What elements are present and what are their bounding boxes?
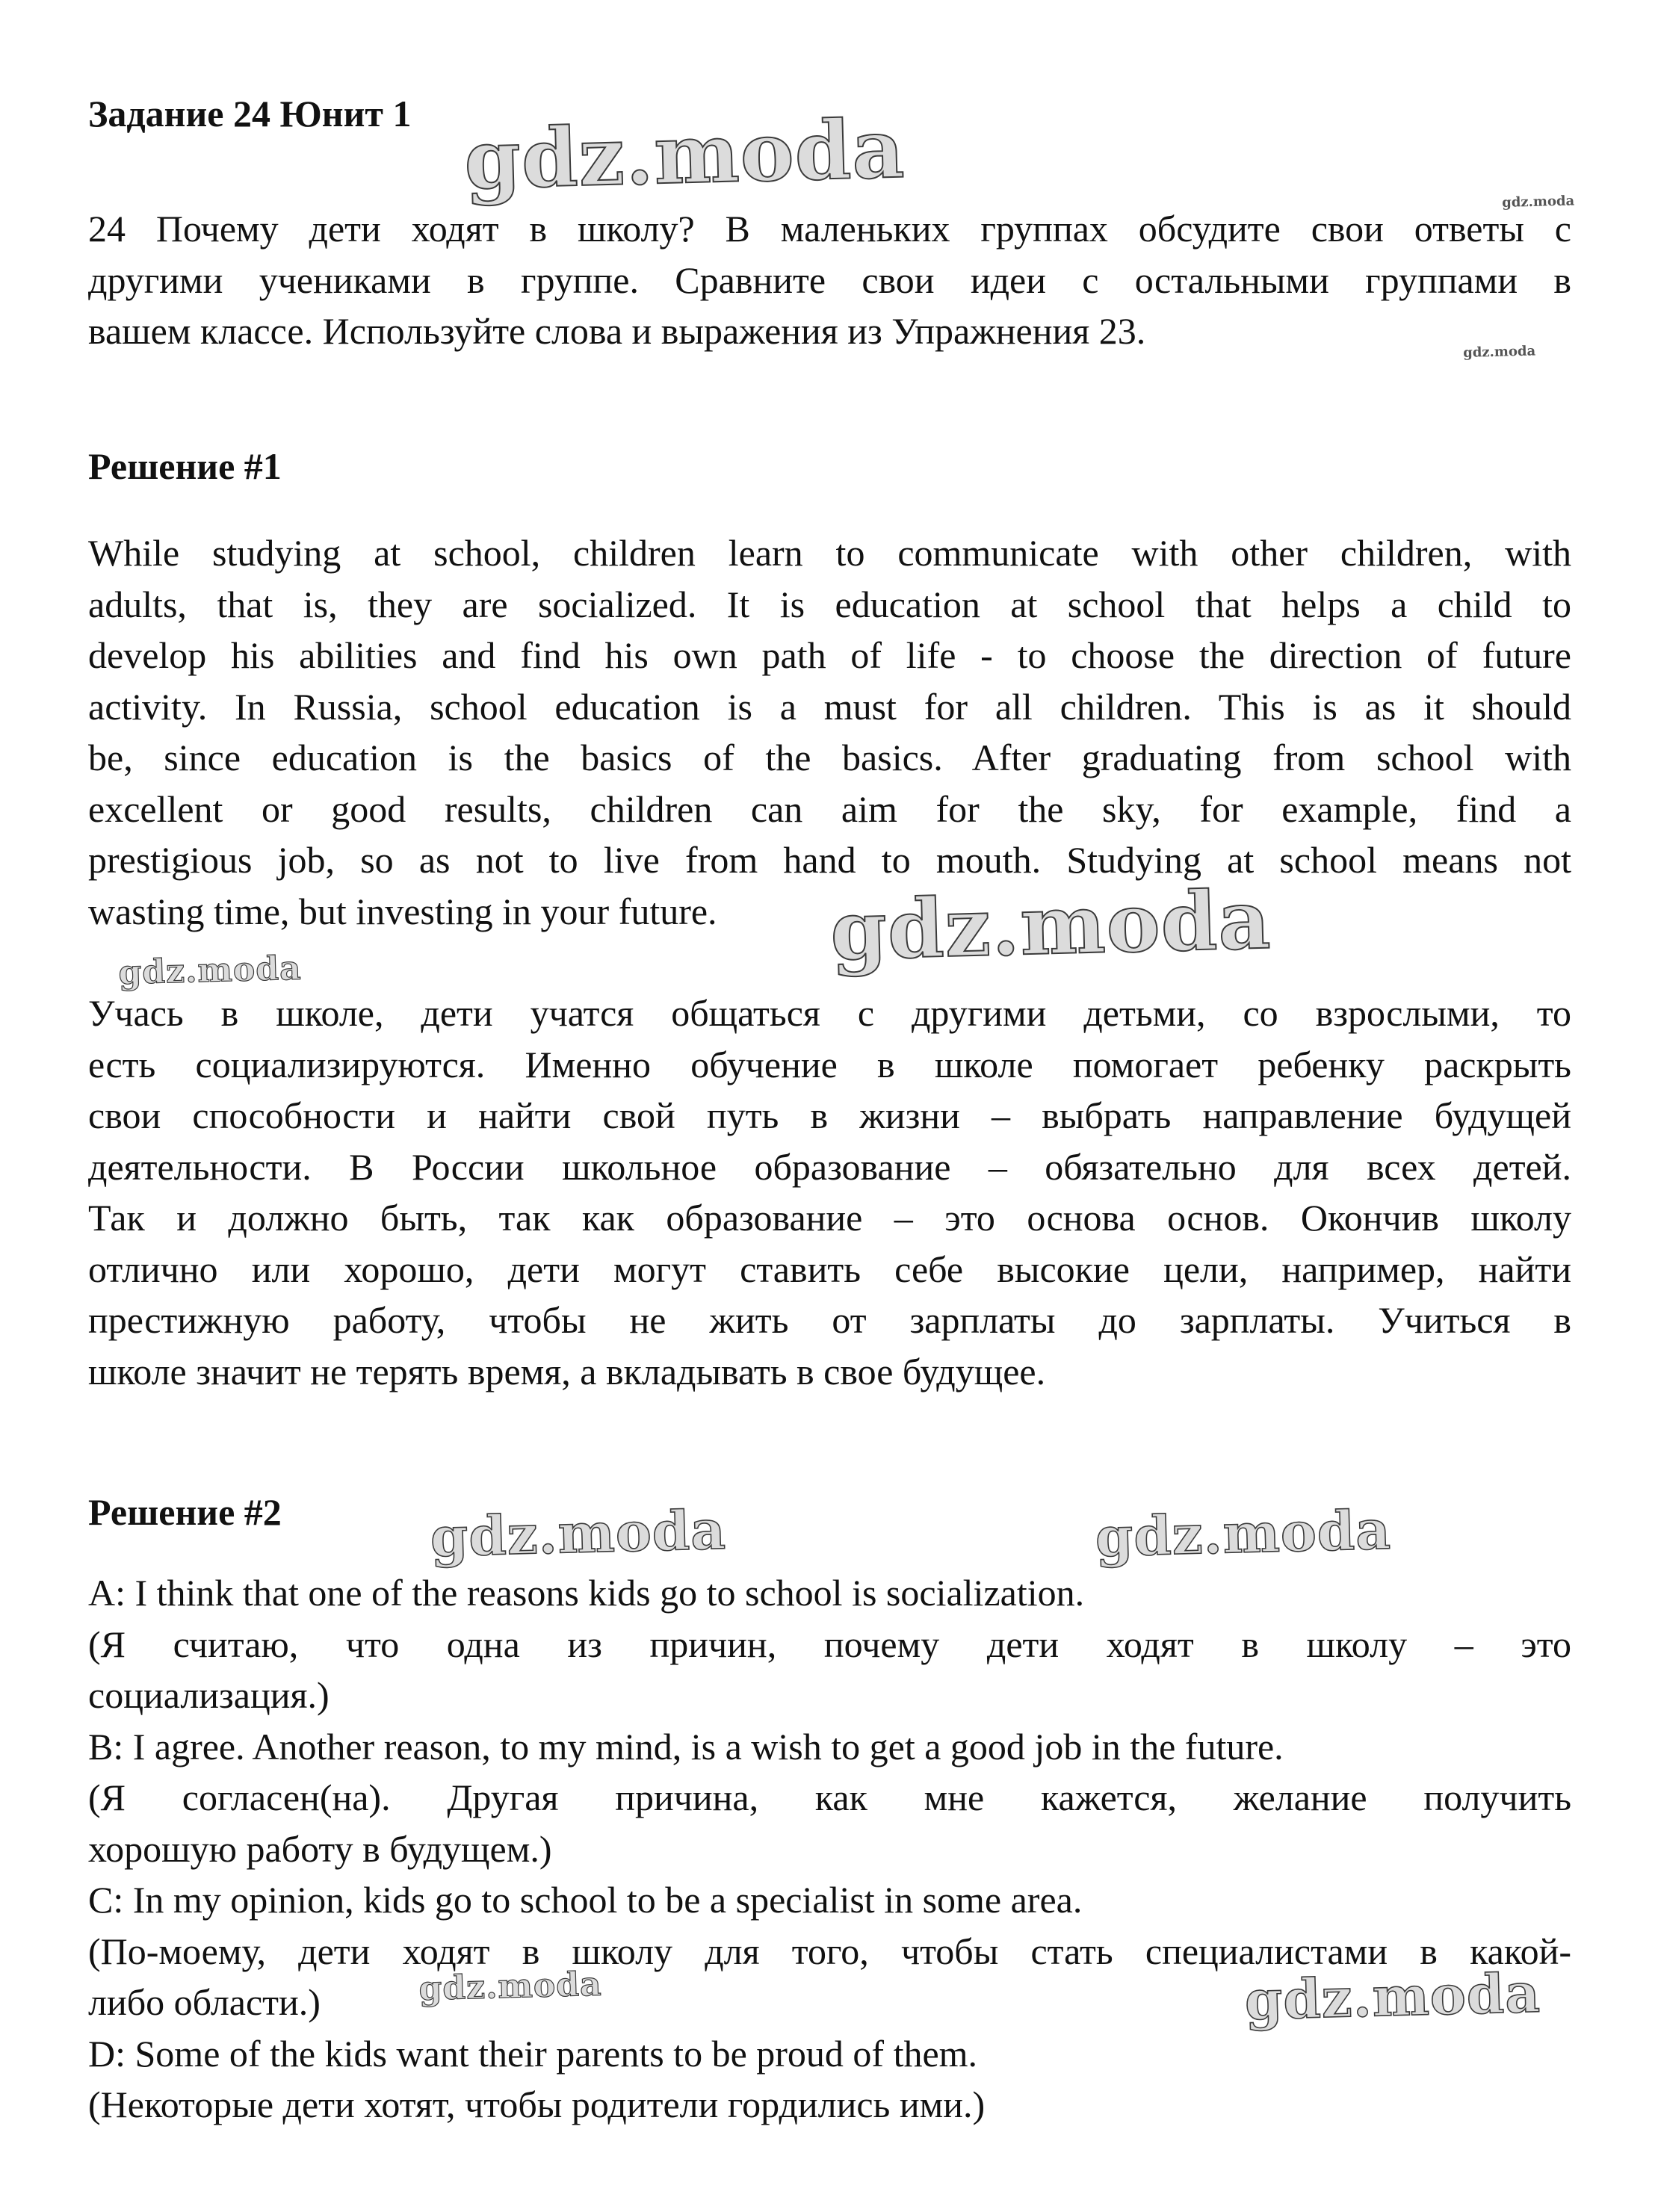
watermark-logo: gdz.moda xyxy=(117,949,303,992)
paragraph-line: prestigious job, so as not to live from hand to mouth. Studying at school means not xyxy=(88,839,1571,881)
dialogue-line: D: Some of the kids want their parents to be proud of them. xyxy=(88,2032,978,2075)
solution-2-dialogue xyxy=(88,1567,1571,2131)
dialogue-line: A: I think that one of the reasons kids go to school is socialization. xyxy=(88,1572,1085,1614)
paragraph-line: adults, that is, they are socialized. It is education at school that helps a child to xyxy=(88,583,1571,625)
paragraph-line: школе значит не терять время, а вкладывать в свое будущее. xyxy=(88,1350,1046,1392)
watermark-logo: gdz.moda xyxy=(418,1965,603,2008)
dialogue-line: хорошую работу в будущем.) xyxy=(88,1827,552,1870)
paragraph-line: деятельности. В России школьное образование – обязательно для всех детей. xyxy=(88,1145,1571,1188)
dialogue-line: (Я согласен(на). Другая причина, как мне кажется, желание получить xyxy=(88,1776,1571,1818)
paragraph-line: престижную работу, чтобы не жить от зарплаты до зарплаты. Учиться в xyxy=(88,1299,1571,1341)
watermark-logo: gdz.moda xyxy=(1501,193,1575,211)
watermark-logo: gdz.moda xyxy=(829,873,1272,979)
watermark-logo: gdz.moda xyxy=(429,1497,727,1569)
paragraph-line: Учась в школе, дети учатся общаться с другими детьми, со взрослыми, то xyxy=(88,992,1571,1034)
paragraph-line: be, since education is the basics of the basics. After graduating from school with xyxy=(88,737,1571,778)
paragraph-line: свои способности и найти свой путь в жизни – выбрать направление будущей xyxy=(88,1094,1571,1136)
paragraph-line: develop his abilities and find his own path of life - to choose the direction of future xyxy=(88,634,1571,676)
solution-1-russian xyxy=(88,988,1571,1397)
dialogue-line: (Я считаю, что одна из причин, почему дети ходят в школу – это xyxy=(88,1623,1571,1665)
watermark-logo: gdz.moda xyxy=(1243,1960,1541,2032)
dialogue-line: (По-моему, дети ходят в школу для того, чтобы стать специалистами в какой- xyxy=(88,1930,1571,1972)
dialogue-line: B: I agree. Another reason, to my mind, is a wish to get a good job in the future. xyxy=(88,1725,1284,1768)
dialogue-line: (Некоторые дети хотят, чтобы родители гордились ими.) xyxy=(88,2084,986,2125)
task-text xyxy=(88,203,1571,357)
task-text-line: вашем классе. Используйте слова и выражения из Упражнения 23. xyxy=(88,310,1146,352)
task-text-line: 24 Почему дети ходят в школу? В маленьких группах обсудите свои ответы с xyxy=(88,208,1571,250)
dialogue-line: социализация.) xyxy=(88,1674,330,1716)
paragraph-line: excellent or good results, children can aim for the sky, for example, find a xyxy=(88,787,1571,830)
solution-1-english xyxy=(88,527,1571,937)
watermark-logo: gdz.moda xyxy=(463,102,906,208)
task-text-line: другими учениками в группе. Сравните свои идеи с остальными группами в xyxy=(88,258,1571,301)
dialogue-line: либо области.) xyxy=(88,1981,321,2023)
paragraph-line: есть социализируются. Именно обучение в школе помогает ребенку раскрыть xyxy=(88,1043,1571,1085)
watermark-logo: gdz.moda xyxy=(1462,343,1536,361)
watermark-logo: gdz.moda xyxy=(1094,1497,1392,1569)
page-title: Задание 24 Юнит 1 xyxy=(88,93,412,134)
dialogue-line: C: In my opinion, kids go to school to be a specialist in some area. xyxy=(88,1879,1083,1921)
paragraph-line: Так и должно быть, так как образование – это основа основ. Окончив школу xyxy=(88,1197,1571,1239)
paragraph-line: отлично или хорошо, дети могут ставить себе высокие цели, например, найти xyxy=(88,1248,1571,1290)
paragraph-line: wasting time, but investing in your future. xyxy=(88,890,717,932)
paragraph-line: activity. In Russia, school education is a must for all children. This is as it should xyxy=(88,685,1571,728)
solution-2-heading: Решение #2 xyxy=(88,1491,282,1533)
paragraph-line: While studying at school, children learn to communicate with other children, with xyxy=(88,532,1571,574)
solution-1-heading: Решение #1 xyxy=(88,445,282,487)
